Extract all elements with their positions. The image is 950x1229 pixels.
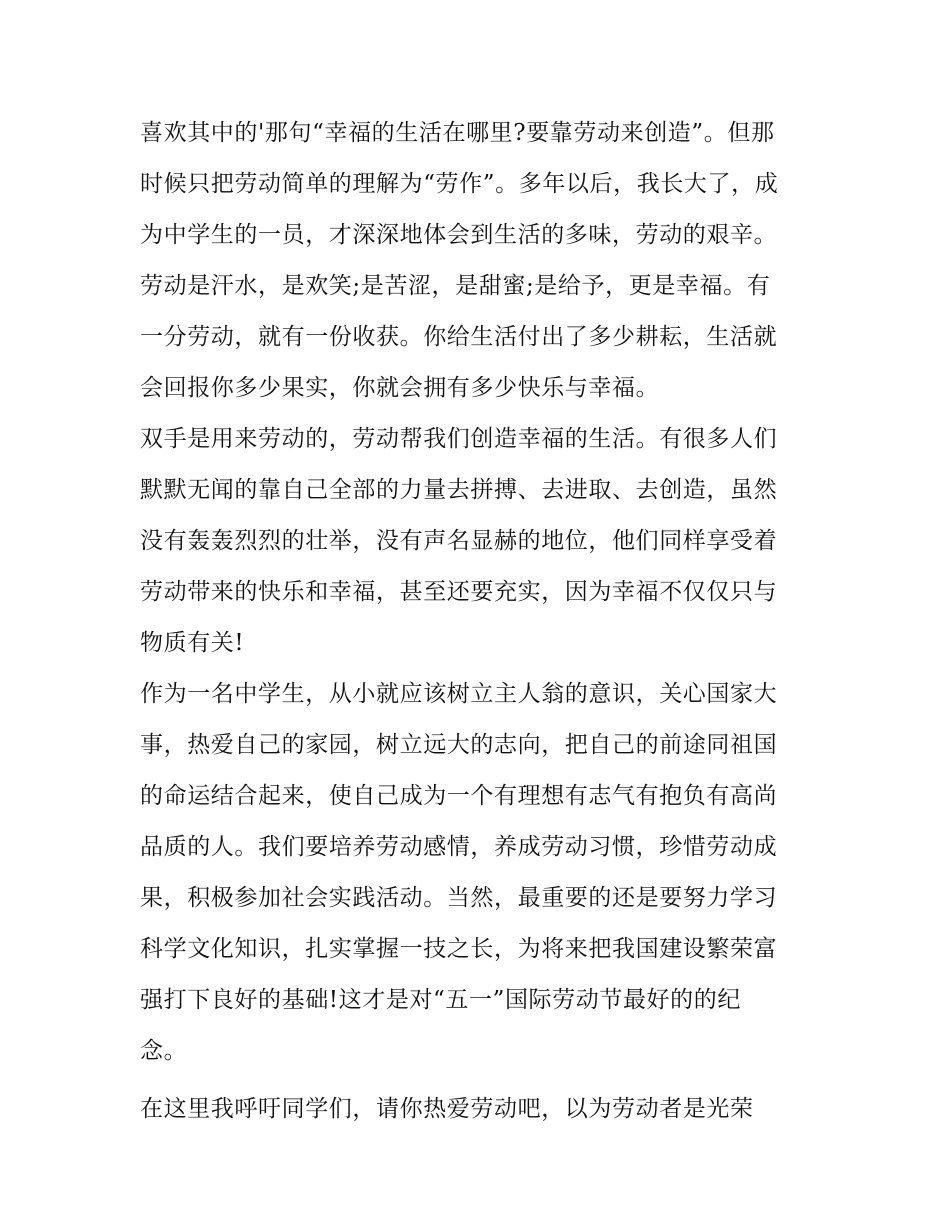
text-line: 念。 [140,1038,188,1064]
text-line: 会回报你多少果实，你就会拥有多少快乐与幸福。 [140,375,660,401]
text-line: 品质的人。我们要培养劳动感情，养成劳动习惯，珍惜劳动成 [140,834,778,860]
text-line: 事，热爱自己的家园，树立远大的志向，把自己的前途同祖国 [140,732,778,758]
text-line: 作为一名中学生，从小就应该树立主人翁的意识，关心国家大 [140,681,778,707]
text-line: 科学文化知识，扎实掌握一技之长，为将来把我国建设繁荣富 [140,936,778,962]
text-line: 双手是用来劳动的，劳动帮我们创造幸福的生活。有很多人们 [140,426,778,452]
text-line: 为中学生的一员，才深深地体会到生活的多味，劳动的艰辛。 [140,222,778,248]
paragraph-2 [140,414,820,669]
text-line: 默默无闻的靠自己全部的力量去拼搏、去进取、去创造，虽然 [140,477,778,503]
text-line: 劳动带来的快乐和幸福，甚至还要充实，因为幸福不仅仅只与 [140,579,778,605]
text-line: 的命运结合起来，使自己成为一个有理想有志气有抱负有高尚 [140,783,778,809]
text-line: 在这里我呼吁同学们，请你热爱劳动吧，以为劳动者是光荣 [140,1096,754,1122]
text-line: 劳动是汗水，是欢笑;是苦涩，是甜蜜;是给予，更是幸福。有 [140,273,771,299]
text-line: 物质有关! [140,630,245,656]
text-line: 果，积极参加社会实践活动。当然，最重要的还是要努力学习 [140,885,778,911]
paragraph-3 [140,669,820,1077]
text-line: 时候只把劳动简单的理解为“劳作”。多年以后，我长大了，成 [140,171,779,197]
document-body [140,108,820,1135]
text-line: 强打下良好的基础!这才是对“五一”国际劳动节最好的的纪 [140,987,741,1013]
paragraph-1 [140,108,820,414]
text-line: 喜欢其中的'那句“幸福的生活在哪里?要靠劳动来创造”。但那 [140,120,775,146]
paragraph-4 [140,1084,820,1135]
text-line: 一分劳动，就有一份收获。你给生活付出了多少耕耘，生活就 [140,324,778,350]
text-line: 没有轰轰烈烈的壮举，没有声名显赫的地位，他们同样享受着 [140,528,778,554]
